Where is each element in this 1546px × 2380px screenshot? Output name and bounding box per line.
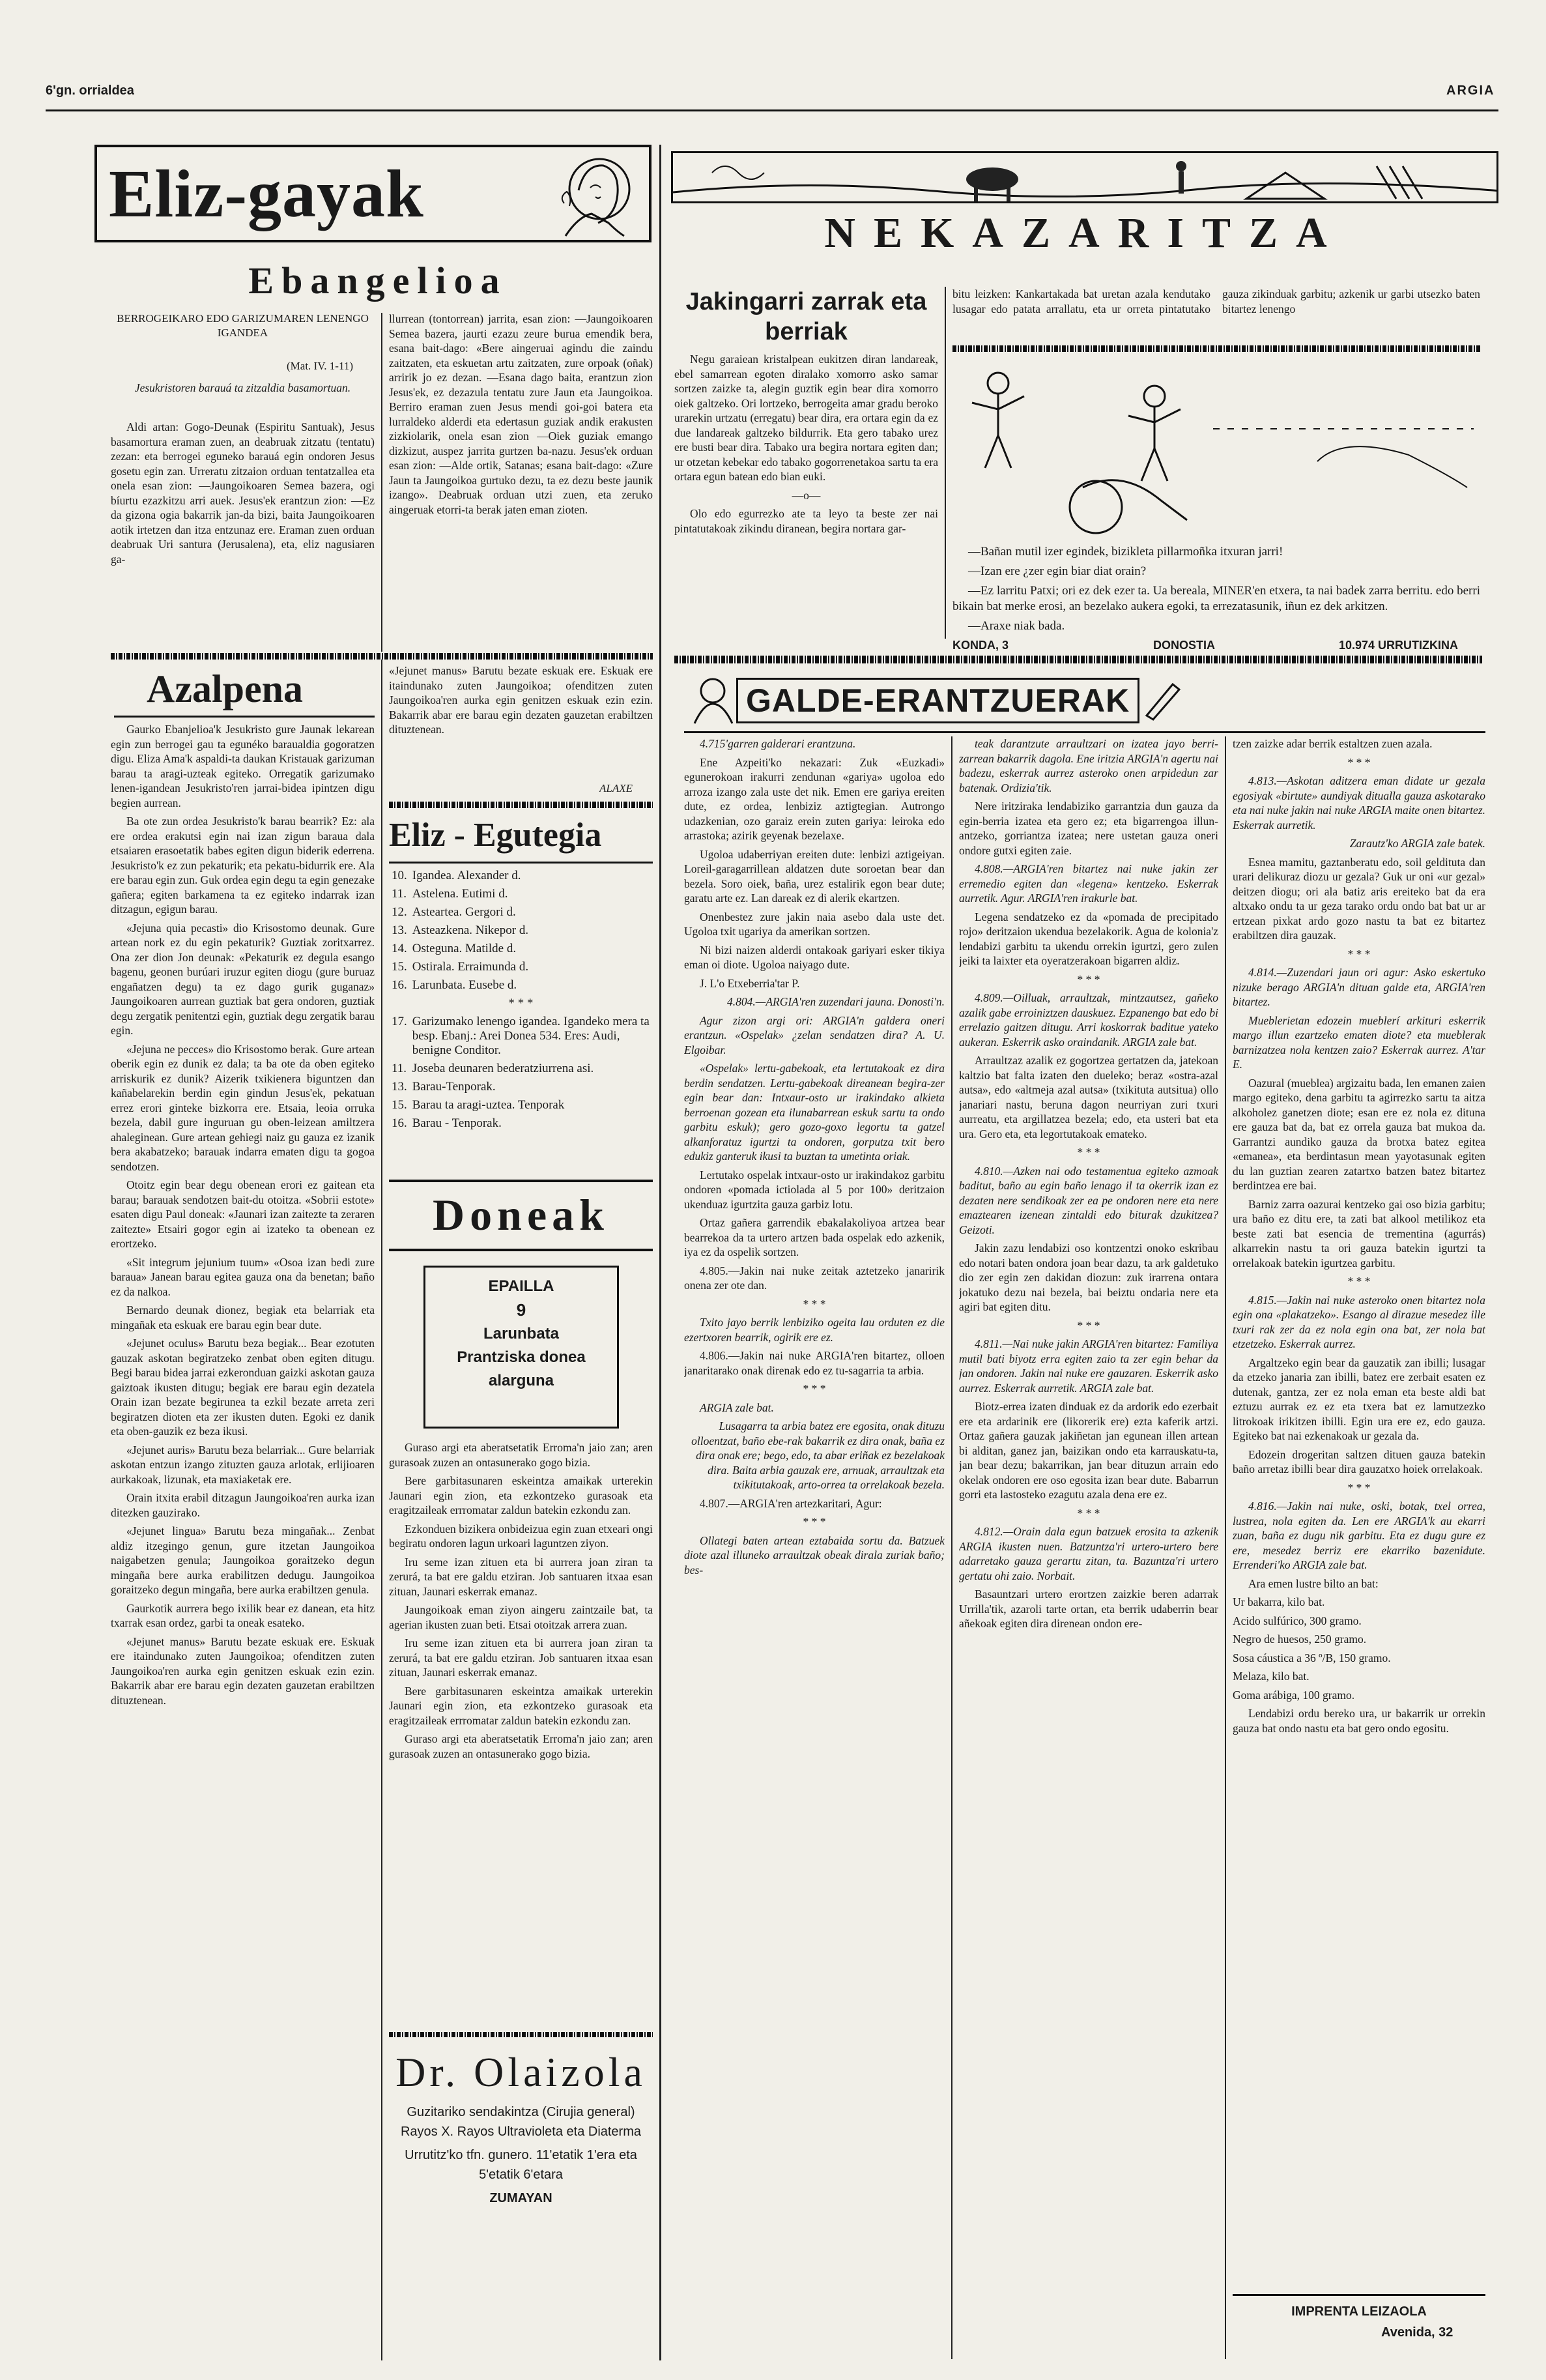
galde-signature: Zarautz'ko ARGIA zale batek. — [1349, 837, 1485, 850]
madonna-icon — [552, 151, 644, 239]
miner-phone: 10.974 URRUTIZKINA — [1339, 639, 1459, 652]
galde-question: Mueblerietan edozein mueblerí arkituri eskerrik margo illun ezartzeko ematen diote? eta mueblerak barnizatzea nola kentzen zaio? Eskerrak aurrez. A'tar E. — [1233, 1013, 1485, 1071]
ebangelioa-title: Ebangelioa — [248, 259, 508, 302]
galde-column-2 — [959, 736, 1218, 2362]
galde-rule — [684, 731, 1485, 733]
calendar-day-number: 16. — [392, 1116, 407, 1130]
galde-item: Oazural (mueblea) argizaitu bada, len emanen zaien margo egiteko, dena garbitu ta agirrezko sartu ta aitza alkoholez ganetzen diote; esan ere ez nola ez dituna ere gauza bat da, bat ez orrela gauza bat mukoa da. Garrantzi aundiko gauza da brotxa batez egitea «emanea», eta berdintasun mean yayotasunak egiten du lan guztian zearen zatartxo batzen batez bitartez berdintzea ere bai. — [1233, 1076, 1485, 1192]
imprenta-name: IMPRENTA LEIZAOLA — [1291, 2304, 1427, 2319]
jakingarri-title: Jakingarri zarrak eta berriak — [685, 288, 927, 345]
galde-separator: * * * — [1077, 1146, 1100, 1159]
miner-address: KONDA, 3 — [952, 639, 1009, 652]
galde-item: J. L'o Etxeberria'tar P. — [700, 976, 800, 990]
column-rule — [951, 736, 952, 2359]
galde-question: 4.808.—ARGIA'ren bitartez nai nuke jakin zer erremedio egiten dan «legena» kentzeko. Eskerrak aurretik. Agur. ARGIA'ren irakurle bat. — [959, 862, 1218, 905]
header-rule — [46, 109, 1498, 111]
azalpena-title: Azalpena — [147, 667, 303, 710]
miner-city: DONOSTIA — [1153, 639, 1216, 652]
calendar-day-text: Osteguna. Matilde d. — [412, 942, 517, 955]
pen-icon — [1140, 676, 1186, 722]
doneak-paragraph: Guraso argi eta aberatsetatik Erroma'n jaio zan; aren gurasoak zuzen an ontasunerako gogo bizia. — [389, 1732, 653, 1760]
azalpena-paragraph: «Jejunet lingua» Barutu beza mingañak... Zenbat aldiz itzegingo genun, gure itzetan Jaungoikoa naigabetzen genula; Jaungoikoa goraitzeko degun mingaña bere aurka erabilitzen dedugu. Jaungoikoa goraitzeko degun mingaña, bere aurka erabiltzen genula. — [111, 1524, 375, 1596]
galde-item: Ortaz gañera garrendik ebakalakoliyoa artzea bear bearrekoa da ta urtero artzen bada ospelak edo azkenik, iya ez da ospelik sortzen. — [684, 1216, 945, 1258]
calendar-day-text: Joseba deunaren bederatziurrena asi. — [412, 1062, 594, 1075]
azalpena-rule — [114, 716, 375, 718]
calendar-day-text: Ostirala. Erraimunda d. — [412, 960, 529, 974]
azalpena-paragraph: «Jejunet manus» Barutu bezate eskuak ere. Eskuak ere itaindunako zuten Jaungoikoa; ofenditzen zuten Jaungoikoa'ren aurka egin genitzen eskuak ezin ezin. Bakarrik abar ere barau egin dezaten gauzetan erabiltzen dituztenean. — [111, 1634, 375, 1707]
ebangelioa-paragraph: llurrean (tontorrean) jarrita, esan zion: —Jaungoikoaren Semea bazera, jaurti ezazu zeure burua emendik bera, esana bait-dago: «Bere aingeruai agindu die zaindu zaitzaten, eta eskuetan artu zaitzaten, zure orpoak (oñak) arririk jo ez dezan. —Esana dago baita, erantzun zion Jesus'ek, ez dezazula tentatu zure Jaun eta Jaungoikoa. Berriro eraman zuen Jesus mendi goi-goi batera eta lurraldeko alderdi eta edertasun guziak andik erakusten zizkiolarik, onela esan zion —Oiek guziak emango dizkizut, auspez jarrita gurtzen ba-nazu. Jesus'ek orduan esan zion: —Alde ortik, Satanas; esana bait-dago: «Zure Jaun ta Jaungoikoa gurtuko dezu, ta ez dezu beste jaunik izango». Deabruak orduan utzi zuen, eta zeruko aingeruak etorri-ta berak jaten eman zioten. — [389, 312, 653, 516]
recipe-line: Goma arábiga, 100 gramo. — [1233, 1688, 1355, 1702]
calendar-day-text: Asteazkena. Nikepor d. — [412, 923, 529, 937]
olaizola-name: Dr. Olaizola — [395, 2049, 646, 2095]
olaizola-hours: Urrutitz'ko tfn. gunero. 11'etatik 1'era eta 5'etatik 6'etara — [405, 2148, 637, 2182]
galde-item: Ara emen lustre bilto an bat: — [1248, 1576, 1379, 1590]
galde-question: 4.811.—Nai nuke jakin ARGIA'ren bitartez: Familiya mutil bati biyotz erra egiten zaio ta zer egin behar da jan ondoren. Jakin nai nuke ere gauzaren. Eskerrik asko aurrez. Eskerrak aurretik. ARGIA zale bat. — [959, 1337, 1218, 1395]
olaizola-town: ZUMAYAN — [489, 2191, 552, 2205]
azalpena-paragraph: «Jejuna quia pecasti» dio Krisostomo deunak. Gure artean nork ez du egin pekaturik? Guztiak zoritxarrez. Ona zer dion Jon deunak: «Pekaturik ez degula esango bagenu, geonen burúari iruzur egiten diogu (gure buruaz engañatzen degu) ta ez dago gurik guganaz» Jaungoikoaren aurrean guztiak bat gera ondoren, guztiak degu zergatik penitentzi egin, guztiak degu zergatik barau egin. — [111, 921, 375, 1037]
galde-question: 4.814.—Zuzendari jaun ori agur: Asko eskertuko nizuke berago ARGIA'n dituan galde eta, ARGIA'ren bitartez. — [1233, 966, 1485, 1008]
galde-header — [684, 671, 1199, 730]
galde-separator: * * * — [1077, 972, 1100, 986]
galde-separator: * * * — [803, 1515, 826, 1528]
doneak-paragraph: Ezkonduen bizikera onbideizua egin zuan etxeari ongi begiratu ondoren lagun urkoari laguntzen ziyon. — [389, 1522, 653, 1550]
section-divider — [111, 653, 653, 660]
azalpena-paragraph: Otoitz egin bear degu obenean erori ez gaitean eta barau; barauak sendotzen bait-du otoitza. «Sobrii estote» esaten digu Paul doneak: «Jaunari izan zaitezte ta zeraren zaitezte» Etsairi gogor egin ai izateko ta obenean ez erortzeko. — [111, 1178, 375, 1250]
galde-item: Basauntzari urtero erortzen zaizkie beren adarrak Urrilla'tik, azaroli tarte ortan, eta berrik udaberrin bear añekoak egiten dira direnean ondon ere- — [959, 1588, 1218, 1630]
galde-item: teak darantzute arraultzari on izatea jayo berri-zarrean bakarrik dagola. Ene iritzia ARGIA'n agertu nai badezu, eskerrak aurrez asteroko onen arpidedun zar batenak. Ordizia'tik. — [959, 737, 1218, 794]
galde-question: ARGIA zale bat. — [700, 1400, 774, 1414]
galde-item: 4.807.—ARGIA'ren artezkaritari, Agur: — [700, 1496, 882, 1510]
calendar-row — [389, 1013, 653, 1060]
saint-name: Prantziska donea — [457, 1348, 586, 1366]
azalpena-paragraph: Ba ote zun ordea Jesukristo'k barau bearrik? Ez: ala ere ordea erakutsi egin nai izan zigun baraua dala etsaiaren erasoetatik babes egiten digun biderik ederrena. Jesukristo'k ez zun pekaturik; eta pekatu-bidurrik ere. Ala ere barau egin zun. Guk ordea egin degu ta egin genezake gañera; egiten barkamena ta ez egiteko indarrak izan ditzagun, egigun barau. — [111, 815, 375, 916]
column-rule — [381, 660, 382, 2360]
galde-separator: * * * — [1347, 755, 1371, 769]
calendar-day-text: Larunbata. Eusebe d. — [412, 978, 517, 992]
calendar-day-number: 15. — [392, 960, 407, 974]
calendar-day-number: 14. — [392, 942, 407, 955]
nekazaritza-banner — [671, 151, 1498, 203]
saint-title: alarguna — [488, 1372, 554, 1389]
writing-hand-icon — [684, 671, 743, 730]
galde-separator: * * * — [1347, 1275, 1371, 1288]
calendar-row — [389, 940, 653, 958]
doneak-title: Doneak — [433, 1190, 609, 1240]
calendar-day-number: 10. — [392, 869, 407, 882]
dialogue-line: —Ez larritu Patxi; ori ez dek ezer ta. Ua bereala, MINER'en etxera, ta nai badek zarra berritu. edo berri bikain bat merke erosi, an bezelako aukera egoki, ta errezatasunik, iñun ez dek arkitzen. — [952, 584, 1480, 613]
calendar-day-text: Astelena. Eutimi d. — [412, 887, 508, 901]
saint-weekday: Larunbata — [483, 1325, 559, 1342]
calendar-day-number: 17. — [392, 1015, 407, 1028]
galde-separator: * * * — [1077, 1318, 1100, 1332]
alaxe-signature: ALAXE — [599, 782, 633, 794]
bicycle-cartoon — [952, 357, 1480, 543]
recipe-line: Melaza, kilo bat. — [1233, 1670, 1310, 1683]
jakingarri-text — [674, 352, 938, 639]
calendar-row — [389, 1096, 653, 1114]
azalpena-paragraph: Orain itxita erabil ditzagun Jaungoikoa'ren aurka izan ditezken gauzirako. — [111, 1491, 375, 1519]
calendar-day-text: Igandea. Alexander d. — [412, 869, 521, 882]
calendar-row — [389, 1114, 653, 1133]
galde-item: Biotz-errea izaten dinduak ez da ardorik edo ezerbait ere eta ardarinik ere (likorerik ere) ezta kaferik artzi. Ortaz gañera gauzak jakiñetan jan egunean illen artean bi alditan, ganez jan, baizikan ondo eta karrauskatu-ta, jan bear dezu; bakarrikan, jan bear dituzun arrain edo okelak ondoren ere oso egosita izan bear dute. Babarrun gorri eta lastosteko ezagutu azala dena ere ez. — [959, 1400, 1218, 1501]
galde-signature: Lusagarra ta arbia batez ere egosita, onak dituzu olloentzat, baño ebe-rak bakarrik ez dira onak, baña ez dira onak ere; bego, edo, ta abar eriñak ez bezelakoak dira. Baita arbia gauzak ere, arnuak, arraultzak eta txikitutakoak, arto-orrea ta orrelakoak bezela. — [691, 1419, 945, 1491]
doneak-paragraph: Iru seme izan zituen eta bi aurrera joan ziran ta zerurá, ta bat ere galdu etziran. Job santuaren itxaa esan zituan, Jaunari eskerrak emanaz. — [389, 1555, 653, 1598]
galde-item: Nere iritziraka lendabiziko garrantzia dun gauza da egin-berria izatea eta gero ez; eta bigarrengoa illun-antzeko, gorriantza izatea; nere ustetan gauza oneri ondore gutxi egiten zaie. — [959, 800, 1218, 857]
jakingarri-paragraph: Negu garaiean kristalpean eukitzen diran landareak, ebel samarrean egoten diralako xomorro asko samar sortzen zaizke ta, alegin guztik egin bear dira xomorro oiek galtzeko. Ori lortzeko, berrogeita amar gradu beroko urarekin urtzatu (erregatu) bear dira, era ortara egin da ez due landareak galtzeko bildurrik. Eta gero tabako urez ere busti bear dira. Tabako ura begira nortara egiten dan; ur otzetan kebekar edo tabako gogorrenetakoa sartu ta era ortara egun batean edo bian euki. — [674, 353, 938, 483]
galde-item: Onenbestez zure jakin naia asebo dala uste det. Ugoloa txit ugariya da amerikan sortzen. — [684, 910, 945, 938]
calendar-day-number: 13. — [392, 923, 407, 937]
section-divider — [674, 656, 1482, 663]
galde-question: 4.815.—Jakin nai nuke asteroko onen bitartez nola egin ona «plakatzeko». Esango al dirazue mesedez ille txuri rak zer da ez nola egin ona bat, zer nola bat etzetzeko. Eskerrak aurrez. — [1233, 1293, 1485, 1350]
nekazaritza-title: NEKAZARITZA — [824, 209, 1345, 257]
doneak-paragraph: Iru seme izan zituen eta bi aurrera joan ziran ta zerurá, ta bat ere galdu etziran. Job santuaren itxaa esan zituan, Jaunari eskerrak emanaz. — [389, 1636, 653, 1679]
galde-item: Lendabizi ordu bereko ura, ur bakarrik ur orrekin gauza bat ondo nastu eta bat gero ondo egositu. — [1233, 1707, 1485, 1735]
galde-separator: * * * — [803, 1297, 826, 1311]
galde-signature: 4.804.—ARGIA'ren zuzendari jauna. Donosti'n. — [727, 995, 945, 1008]
jakingarri-paragraph: Olo edo egurrezko ate ta leyo ta beste zer nai pintatutakoak zikindu diranean, begira nortara gar- — [674, 507, 938, 535]
calendar-row — [389, 867, 653, 885]
imprenta-address: Avenida, 32 — [1381, 2325, 1453, 2340]
galde-item: Ene Azpeiti'ko nekazari: Zuk «Euzkadi» egunerokoan irakurri zendunan «gariya» ugoloa edo arroza izango zala uste det nik. Emen ere gariya ereiten dute, ez ordea, lenbiziz aztigtegian. Autrongo udazkenian, ozo garaiz erein zuten gariya: leiroka edo arrastoka; azirik geyenak bezelaxe. — [684, 755, 945, 842]
recipe-line: Ur bakarra, kilo bat. — [1233, 1595, 1325, 1608]
farm-scene-icon — [673, 153, 1498, 203]
galde-separator: * * * — [803, 1382, 826, 1395]
galde-separator: * * * — [1347, 1481, 1371, 1494]
ad-divider — [389, 2032, 653, 2037]
recipe-line: Sosa cáustica a 36 º/B, 150 gramo. — [1233, 1651, 1391, 1664]
bicycle-dialogue — [952, 544, 1480, 635]
galde-question: 4.812.—Orain dala egun batzuek erosita ta azkenik ARGIA ikusten nuen. Batzuntza'ri urtero-urtero bere adarretako gauza gerartu zitan, ta. Bazuntza'ri urtero gertatu ohi zaio. Norbait. — [959, 1525, 1218, 1582]
calendar-row — [389, 976, 653, 994]
column-rule — [945, 287, 946, 639]
calendar-day-number: 11. — [392, 887, 407, 901]
galde-column-1 — [684, 736, 945, 2362]
calendar-day-text: Barau ta aragi-uztea. Tenporak — [412, 1098, 565, 1112]
dialogue-line: —Izan ere ¿zer egin biar diat orain? — [968, 564, 1147, 578]
section-rule — [659, 145, 661, 2360]
ebangelioa-lead: Jesukristoren barauá ta zitzaldia basamortuan. — [134, 381, 351, 394]
doneak-paragraph: Bere garbitasunaren eskeintza amaikak urterekin Jaunari egin zion, eta ezkontzeko gurasoak eta eragitzaileak errromatar zaldun batekin ezkondu zan. — [389, 1684, 653, 1727]
galde-item: Esnea mamitu, gaztanberatu edo, soil geldituta dan urari delikuraz diozu ur gezala? Guk ur oni «ur gezal» deitzen diogu; ori ala batiz aris ereiteko bat da era altxako ondu ta ur geza tarako ordu ondo bat bat ur ar ertzean pixkat ardo gozo nastu ta bat ez bitartez erabiltzen dira gauzak. — [1233, 855, 1485, 942]
galde-question: 4.809.—Oilluak, arraultzak, mintzautsez, gañeko azalik gabe erroiniztzen dauskuez. Ezpanengo bat edo bi errelazio gaitzen ditugu. Arri koskorrak baditue yateko aukeran. Eskerrik asko oraindanik. ARGIA zale bat. — [959, 991, 1218, 1049]
ebangelioa-text-2 — [389, 312, 653, 644]
ebangelioa-text-1 — [111, 420, 375, 651]
calendar-day-text: Garizumako lenengo igandea. Igandeko mera ta besp. Ebanj.: Arei Donea 534. Eres: Audi, benigne Conditor. — [412, 1015, 650, 1057]
ebangelioa-paragraph: Aldi artan: Gogo-Deunak (Espiritu Santuak), Jesus basamortura eraman zuen, an deabruak zitzatu (tentatu) zezan: eta berrogei eguneko barauá egin ondoren Jesus gosetu egin zan. Urreratu zitzaion orduan tentatzallea eta onela esan zion: —Jaungoikoaren Semea bazera, ogi bíurtu ezazkitzu arri auek. Jesus'ek erantzun zion: —Ez da gizona ogia bakarrik jan-da bizi, baita Jaungoikoaren aotik irtetzen dan itza entzunaz ere. Eraman zuen orduan deabruak Uri santura (Jerusalena), eta, eliz nagusiaren ga- — [111, 420, 375, 566]
saint-day: 9 — [516, 1300, 526, 1320]
galde-item: 4.715'garren galderari erantzuna. — [700, 737, 856, 750]
saint-month: EPAILLA — [488, 1277, 554, 1295]
olaizola-ad — [389, 2046, 653, 2216]
calendar-row — [389, 1060, 653, 1078]
recipe-line: Acido sulfúrico, 300 gramo. — [1233, 1614, 1362, 1627]
azalpena-paragraph: Gaurko Ebanjelioa'k Jesukristo gure Jaunak lekarean egin zun berrogei gau ta egunéko baraualdia gogoratzen digu. Eliza Ama'k aspaldi-ta daukan Kristauak garizuman barau ta aragi-uzteak egiteko. Orregatik garizumako lenen-igandean Jesukristo'ren jarrai-bidea ipintzen digu begien aurrean. — [111, 723, 375, 809]
egutegia-rule — [389, 862, 653, 863]
bicycle-cartoon-icon — [952, 357, 1480, 543]
azalpena-text — [111, 722, 375, 2358]
doneak-paragraph: Guraso argi eta aberatsetatik Erroma'n jaio zan; aren gurasoak zuzen an ontasunerako gogo bizia. — [389, 1441, 653, 1469]
eliz-gayak-masthead — [94, 145, 651, 242]
jakingarri-continuation — [952, 287, 1480, 339]
calendar-row — [389, 1078, 653, 1096]
page-number: 6'gn. orrialdea — [46, 83, 134, 98]
azalpena-paragraph: Gaurkotik aurrera bego ixilik bear ez danean, eta hitz txarrak esan ordez, garbi ta oneak esateko. — [111, 1601, 375, 1629]
galde-item: Ni bizi naizen alderdi ontakoak gariyari esker tikiya eman oi diote. Ugoloa naiyago dute. — [684, 943, 945, 971]
azalpena-paragraph: «Jejunet manus» Barutu bezate eskuak ere. Eskuak ere itaindunako zuten Jaungoikoa; ofenditzen zuten Jaungoikoa'ren aurka egin genitzen eskuak ezin ezin. Bakarrik abar ere barau egin dezaten gauzetan erabiltzen dituztenean. — [389, 664, 653, 736]
azalpena-paragraph: «Sit integrum jejunium tuum» «Osoa izan bedi zure baraua» Janean barau egitea gauza ona da benetan; baño ez da nalkoa. — [111, 1255, 375, 1298]
section-divider — [389, 802, 653, 808]
galde-item: Argaltzeko egin bear da gauzatik zan ibilli; lusagar da etzeko janaria zan ibilli, batez ere zerbait esaten ez dutenak, gantza, zer ez nola eman eta beste aldi bat eztuzu aurrak ez ez eta txera bat ez lamutzezko litrokoak irikitzen ibilli. Egin ura ere ez, edo gauza. Egiteko bat nai ezkenakoak ur gezala da. — [1233, 1356, 1485, 1442]
galde-item: tzen zaizke adar berrik estaltzen zuen azala. — [1233, 737, 1433, 750]
dialogue-line: —Bañan mutil izer egindek, bizikleta pillarmoñka itxuran jarri! — [968, 545, 1283, 559]
doneak-paragraph: Bere garbitasunaren eskeintza amaikak urterekin Jaunari egin zion, eta ezkontzeko gurasoak eta eragitzaileak errromatar zaldun batekin ezkondu zan. — [389, 1474, 653, 1517]
galde-item: 4.806.—Jakin nai nuke ARGIA'ren bitartez, olloen janaritarako onak direnak edo ez tu-sagarria ta arbia. — [684, 1349, 945, 1377]
jakingarri-separator: —o— — [792, 488, 821, 502]
recipe-line: Negro de huesos, 250 gramo. — [1233, 1633, 1367, 1646]
azalpena-paragraph: «Jejuna ne pecces» dio Krisostomo berak. Gure artean oberik egin ez dunik ez dala; ta ba ote da oben egiteko arriskurik ez dunik? Aizerik txikienera biguntzen dan kañabelarekin berdin egin gindun Jesus'ek, pekatuan errez erori ginteke bizkorra ere. Etsaia, leoia orruka bezela, dabil gure inguruan gu oben-leizean amiltzera ahaleginean. Gure artean gehiegi naiz gu gauza ez izanik bera akabatzeko; barauak indarra ematen digu ta gogoa sendotzen. — [111, 1042, 375, 1173]
galde-question: Txito jayo berrik lenbiziko ogeita lau orduten ez die ezertxoren bearrik, ogirik ere ez. — [684, 1316, 945, 1344]
calendar-row — [389, 903, 653, 922]
column-rule — [1225, 736, 1226, 2359]
galde-item: Ugoloa udaberriyan ereiten dute: lenbizi aztigeiyan. Loreil-garagarrillean aldatzen dute soroetan bear dan bezela. Soro oiek, baña, urez estalirik egon bear dute; garatu arte ez. Lan dareak ez di alerik ekartzen. — [684, 847, 945, 905]
calendar-day-number: 13. — [392, 1080, 407, 1094]
galde-item: Legena sendatzeko ez da «pomada de precipitado rojo» deritzaion ukendua bezelakorik. Agua de kolonia'z lendabizi garbitu ta ukendu orrekin igurtzi, gero zulen jeiki ta laixter eta oyeratzerakoan bigarren aldiz. — [959, 910, 1218, 967]
calendar-day-text: Barau-Tenporak. — [412, 1080, 496, 1094]
galde-item: Jakin zazu lendabizi oso kontzentzi onoko eskribau edo notari baten ondora joan bear dazu, ta ark galdetuko dio zer egin zen dakidan diozun: zuk irarrena ontara jokatuko dezu nai bezela, bai beiztu ondaria nere eta agiri bat egiten ditu. — [959, 1241, 1218, 1313]
section-divider — [952, 345, 1480, 352]
galde-item: Arraultzaz azalik ez gogortzea gertatzen da, jatekoan kaltzio bat falta izaten den dueleko; beraz «ostra-azal autsa», edo «altmeja azal autsa» (txikituta autsitua) ollo janariari nastu, beruna dagon neurriyan zuri txuri aurreatu, eta argillatzea bezela; edo, eta usteri bat eta ura. Gero eta, eta legortutakoak emateko. — [959, 1054, 1218, 1140]
galde-title: GALDE-ERANTZUERAK — [736, 678, 1139, 723]
azalpena-paragraph: «Jejunet oculus» Barutu beza begiak... Bear ezotuten gauzak askotan begiratzeko zenbat oben egiten ditugu. Begi barau bidea jarrai ezkeronduan gaizki askotan gauza gaiztoak ikusten ditugu; begiak ere barau egin dezatela Orain izan bezate begirunea ta ezkil bezate arreta zeri begiratzen dioten eta zer ikusten duten. Egoki ez danik eta oben-gauzik ez beza ikusi. — [111, 1337, 375, 1438]
masthead-title: Eliz-gayak — [109, 156, 424, 231]
paper-name: ARGIA — [1446, 83, 1495, 98]
egutegia-table — [389, 867, 653, 1133]
galde-item: Barniz zarra oazurai kentzeko gai oso bizia garbitu; ura baño ez ditu ere, ta zati bat alkool metilikoz eta beste zati bat esencia de trementina (agurrás) alkarrekin nastu ta ori gauza batekin igurtzi ta orrelakoak batekin igurtzea garbitu. — [1233, 1197, 1485, 1270]
azalpena-continuation — [389, 663, 653, 781]
galde-question: «Ospelak» lertu-gabekoak, eta lertutakoak ez dira berdin sendatzen. Lertu-gabekoak direanean begira-zer egin bear dan: Intxaur-osto ur irakindako alkieta berroenan gozean eta ilunabarrean eskuk sartu ta ondo garbitu eskuk); gero gozo-goxo legortu ta gatzel alkanforatuz igurtzi ta ondoren, gorputza txit bero edukiz ganteruk ikusi ta buztan ta umetinta oriak. — [684, 1062, 945, 1163]
galde-question: Agur zizon argi ori: ARGIA'n galdera oneri erantzun. «Ospelak» ¿zelan sendatzen dira? A. U. Elgoibar. — [684, 1013, 945, 1056]
calendar-row — [389, 958, 653, 976]
azalpena-paragraph: Bernardo deunak dionez, begiak eta belarriak eta mingañak eta eskuak ere barau egin bear dute. — [111, 1303, 375, 1331]
calendar-day-number: 11. — [392, 1062, 407, 1075]
saint-box — [423, 1266, 619, 1429]
galde-column-3 — [1233, 736, 1485, 2287]
calendar-row — [389, 885, 653, 903]
galde-separator: * * * — [1347, 947, 1371, 961]
calendar-day-text: Asteartea. Gergori d. — [412, 905, 516, 919]
calendar-day-number: 12. — [392, 905, 407, 919]
doneak-paragraph: Jaungoikoak eman ziyon aingeru zaintzaile bat, ta agerian ikusten zuan beti. Etsai otoitzak arrera zuan. — [389, 1603, 653, 1631]
doneak-header — [389, 1180, 653, 1251]
galde-item: 4.805.—Jakin nai nuke zeitak aztetzeko janaririk onena zer ote dan. — [684, 1264, 945, 1292]
ebangelioa-ref: (Mat. IV. 1-11) — [287, 360, 353, 372]
calendar-row — [389, 922, 653, 940]
calendar-day-text: Barau - Tenporak. — [412, 1116, 502, 1130]
column-rule — [381, 313, 382, 652]
galde-question: 4.816.—Jakin nai nuke, oski, botak, txel orrea, lustrea, nola egiten da. Len ere ARGIA'k au ekarri zuan, baña ez dugu nik garbitu. Eta ez dugu gure ez ere, mesedez berriz ere ekarriko bazenidute. Errenderi'ko ARGIA zale bat. — [1233, 1500, 1485, 1571]
imprenta-rule — [1233, 2294, 1485, 2296]
azalpena-paragraph: «Jejunet auris» Barutu beza belarriak... Gure belarriak askotan entzun izango zituzten gauza arlotak, erlijioaren aurkakoak, lizunak, eta maxiaketak ere. — [111, 1443, 375, 1486]
egutegia-title: Eliz - Egutegia — [389, 817, 602, 854]
galde-question: 4.810.—Azken nai odo testamentua egiteko azmoak baditut, baño au egin baño lenago il ta okerrik izan ez dezaten nere sendikoak zer ea pe ondoren nere eta nere emaztearen izenean zintaldi edo biturak dzukitzea? Geizoti. — [959, 1164, 1218, 1236]
galde-question: 4.813.—Askotan aditzera eman didate ur gezala egosiyak «birtute» aundiyak ditualla gauza askotarako eta nai nuke jakin nai nuke ARGIA maite onen bitartez. Eskerrak aurretik. — [1233, 774, 1485, 832]
olaizola-services: Guzitariko sendakintza (Cirujia general) Rayos X. Rayos Ultravioleta eta Diaterma — [400, 2105, 642, 2139]
calendar-day-number: 16. — [392, 978, 407, 992]
galde-question: Ollategi baten artean eztabaida sortu da. Batzuek diote azal illuneko arraultzak obeak dirala zuriak baño; bes- — [684, 1533, 945, 1576]
calendar-separator: * * * — [508, 996, 534, 1010]
galde-separator: * * * — [1077, 1506, 1100, 1520]
calendar-day-number: 15. — [392, 1098, 407, 1112]
galde-item: Edozein drogeritan saltzen dituen gauza batekin baño arretaz ibilli bear dira gauzatxo hoiek orrelakoak. — [1233, 1447, 1485, 1475]
ebangelioa-subtitle: BERROGEIKARO EDO GARIZUMAREN LENENGO IGANDEA — [117, 312, 369, 339]
dialogue-line: —Araxe niak bada. — [968, 619, 1065, 633]
galde-item: Lertutako ospelak intxaur-osto ur irakindakoz garbitu ondoren «pomada ictiolada al 5 por 100» deritzaion ukenduaz igurtzita gauza garbiz lotu. — [684, 1168, 945, 1211]
jakingarri-paragraph: bitu leizken: Kankartakada bat uretan azala kendutako lusagar edo patata arrallatu, eta ur orreta pintatutako gauza zikinduak garbitu; azkenik ur garbi utsezko baten bitartez lenengo — [952, 287, 1480, 315]
